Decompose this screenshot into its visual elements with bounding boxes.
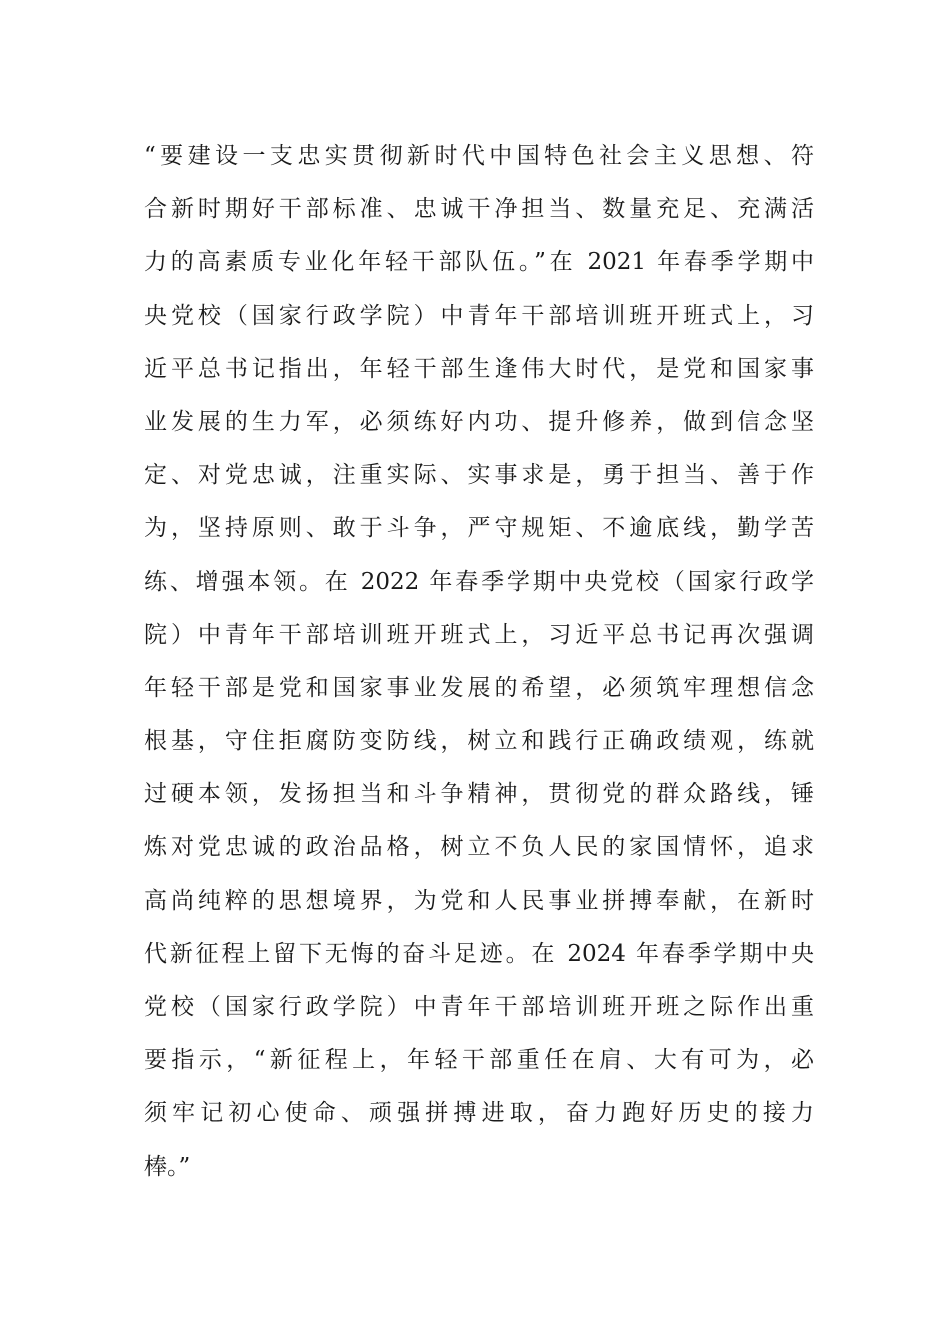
paragraph-line-2: 合新时期好干部标准、忠诚干净担当、数量充足、充满活 [144, 196, 814, 223]
paragraph-line-3: 力的高素质专业化年轻干部队伍。”在 2021 年春季学期中 [144, 249, 814, 276]
paragraph-line-11: 年轻干部是党和国家事业发展的希望，必须筑牢理想信念 [144, 674, 814, 701]
paragraph-line-10: 院）中青年干部培训班开班式上，习近平总书记再次强调 [144, 621, 814, 648]
paragraph-line-12: 根基，守住拒腐防变防线，树立和践行正确政绩观，练就 [144, 728, 814, 755]
paragraph-line-16: 代新征程上留下无悔的奋斗足迹。在 2024 年春季学期中央 [144, 940, 814, 967]
paragraph-line-8: 为，坚持原则、敢于斗争，严守规矩、不逾底线，勤学苦 [144, 515, 814, 542]
paragraph-line-5: 近平总书记指出，年轻干部生逢伟大时代，是党和国家事 [144, 355, 814, 382]
paragraph-line-9: 练、增强本领。在 2022 年春季学期中央党校（国家行政学 [144, 568, 814, 595]
paragraph-line-18: 要指示，“新征程上，年轻干部重任在肩、大有可为，必 [144, 1047, 814, 1074]
paragraph-line-7: 定、对党忠诚，注重实际、实事求是，勇于担当、善于作 [144, 462, 814, 489]
paragraph-line-1: “要建设一支忠实贯彻新时代中国特色社会主义思想、符 [144, 143, 814, 169]
paragraph-line-19: 须牢记初心使命、顽强拼搏进取，奋力跑好历史的接力 [144, 1100, 814, 1127]
paragraph-line-13: 过硬本领，发扬担当和斗争精神，贯彻党的群众路线，锤 [144, 781, 814, 808]
body-paragraph [144, 130, 814, 1194]
paragraph-line-6: 业发展的生力军，必须练好内功、提升修养，做到信念坚 [144, 408, 814, 435]
paragraph-line-17: 党校（国家行政学院）中青年干部培训班开班之际作出重 [144, 994, 814, 1020]
paragraph-line-20: 棒。” [144, 1153, 191, 1180]
paragraph-line-14: 炼对党忠诚的政治品格，树立不负人民的家国情怀，追求 [144, 834, 814, 861]
paragraph-line-4: 央党校（国家行政学院）中青年干部培训班开班式上，习 [144, 302, 814, 329]
paragraph-line-15: 高尚纯粹的思想境界，为党和人民事业拼搏奉献，在新时 [144, 887, 814, 914]
